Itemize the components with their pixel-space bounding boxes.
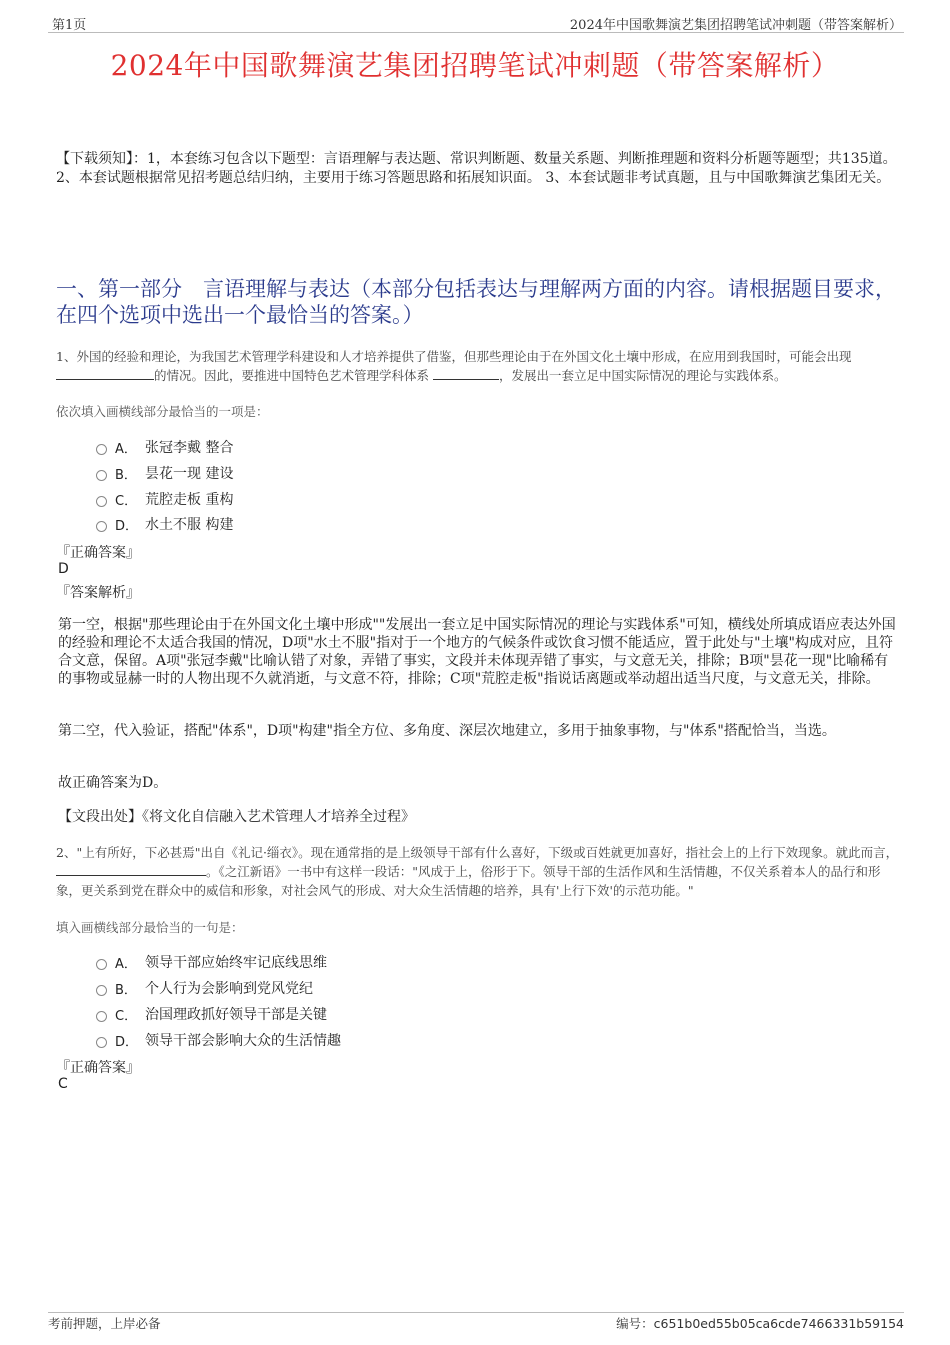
option-text: 个人行为会影响到党风党纪 (145, 981, 313, 997)
option-text: 张冠李戴 整合 (145, 440, 234, 456)
question-1-analysis-1: 第一空，根据"那些理论由于在外国文化土壤中形成""发展出一套立足中国实际情况的理论与实践体系"可知，横线处所填成语应表达外国的经验和理论不太适合我国的情况，D项"水土不服"指对于一个地方的气候条件或饮食习惯不能适应，置于此处与"土壤"构成对应，且符合文意，保留。A项"张冠李戴"比喻认错了对象，弄错了事实，文段并未体现弄错了事实，与文意无关，排除；B项"昙花一现"比喻稀有的事物或显赫一时的人物出现不久就消逝，与文意不符，排除；C项"荒腔走板"指说话离题或举动超出适当尺度，与文意无关，排除。 (58, 617, 896, 687)
radio-icon[interactable] (96, 1011, 107, 1022)
footer-serial (616, 1314, 904, 1332)
question-1-answer-label: 『正确答案』 (56, 545, 140, 561)
question-1-option-d[interactable] (96, 514, 233, 534)
option-letter: C． (115, 1008, 138, 1024)
question-1-option-a[interactable] (96, 437, 233, 457)
radio-icon[interactable] (96, 985, 107, 996)
download-notice: 【下载须知】：1，本套练习包含以下题型：言语理解与表达题、常识判断题、数量关系题、判断推理题和资料分析题等题型；共135道。 2、本套试题根据常见招考题总结归纳，主要用于练习答题思路和拓展知识面。 3、本套试题非考试真题，且与中国歌舞演艺集团无关。 (56, 151, 897, 186)
question-1-analysis-2: 第二空，代入验证，搭配"体系"，D项"构建"指全方位、多角度、深层次地建立，多用于抽象事物，与"体系"搭配恰当，当选。 (58, 723, 836, 739)
option-letter: A． (115, 956, 137, 972)
question-1-option-c[interactable] (96, 489, 233, 509)
question-1-source: 【文段出处】《将文化自信融入艺术管理人才培养全过程》 (58, 809, 415, 825)
question-1-text-part-b: 的情况。因此，要推进中国特色艺术管理学科体系 (154, 368, 430, 383)
question-2-blank (56, 862, 206, 876)
header-doc-title: 2024年中国歌舞演艺集团招聘笔试冲刺题（带答案解析） (569, 18, 902, 33)
option-letter: C． (115, 493, 138, 509)
radio-icon[interactable] (96, 521, 107, 532)
option-text: 治国理政抓好领导干部是关键 (145, 1007, 327, 1023)
question-1-answer: D (58, 561, 69, 577)
question-2-option-a[interactable] (96, 952, 327, 972)
header-divider (48, 32, 904, 33)
option-letter: B． (115, 982, 137, 998)
option-text: 荒腔走板 重构 (145, 492, 234, 508)
question-1-conclusion: 故正确答案为D。 (58, 775, 168, 791)
option-letter: D． (115, 518, 139, 534)
option-text: 领导干部会影响大众的生活情趣 (145, 1033, 341, 1049)
option-text: 领导干部应始终牢记底线思维 (145, 955, 327, 971)
radio-icon[interactable] (96, 1037, 107, 1048)
radio-icon[interactable] (96, 496, 107, 507)
question-2-answer-label: 『正确答案』 (56, 1060, 140, 1076)
question-2-option-c[interactable] (96, 1004, 327, 1024)
question-1-text-part-c: ，发展出一套立足中国实际情况的理论与实践体系。 (499, 368, 787, 383)
question-2-text (56, 843, 901, 900)
option-letter: A． (115, 441, 137, 457)
radio-icon[interactable] (96, 444, 107, 455)
question-2-answer: C (58, 1076, 68, 1092)
footer-divider (48, 1312, 904, 1313)
question-1-blank-1 (56, 366, 154, 380)
radio-icon[interactable] (96, 470, 107, 481)
option-letter: B． (115, 467, 137, 483)
question-2-option-d[interactable] (96, 1030, 341, 1050)
question-2-text-part-b: 。《之江新语》一书中有这样一段话："风成于上，俗形于下。领导干部的生活作风和生活情趣，不仅关系着本人的品行和形象，更关系到党在群众中的威信和形象，对社会风气的形成、对大众生活情趣的培养，具有'上行下效'的示范功能。" (56, 864, 881, 898)
question-1-blank-2 (433, 366, 499, 380)
question-1-analysis-label: 『答案解析』 (56, 585, 140, 601)
option-text: 昙花一现 建设 (145, 466, 234, 482)
footer-slogan: 考前押题，上岸必备 (48, 1316, 161, 1331)
option-letter: D． (115, 1034, 139, 1050)
radio-icon[interactable] (96, 959, 107, 970)
footer-serial-label: 编号： (616, 1316, 654, 1331)
question-2-ask: 填入画横线部分最恰当的一句是： (56, 920, 244, 935)
footer-serial-code: c651b0ed55b05ca6cde7466331b59154 (653, 1316, 904, 1331)
header-page-number: 第1页 (52, 18, 87, 33)
question-2-option-b[interactable] (96, 978, 313, 998)
question-2-text-part-a: 2、"上有所好，下必甚焉"出自《礼记·缁衣》。现在通常指的是上级领导干部有什么喜好，下级或百姓就更加喜好，指社会上的上行下效现象。就此而言， (56, 845, 899, 860)
option-text: 水土不服 构建 (145, 517, 234, 533)
question-1-option-b[interactable] (96, 463, 233, 483)
question-1-text (56, 347, 901, 385)
page-title: 2024年中国歌舞演艺集团招聘笔试冲刺题（带答案解析） (110, 49, 840, 82)
question-1-ask: 依次填入画横线部分最恰当的一项是： (56, 404, 269, 419)
section-heading: 一、第一部分 言语理解与表达（本部分包括表达与理解两方面的内容。请根据题目要求，在四个选项中选出一个最恰当的答案。） (56, 277, 896, 327)
question-1-text-part-a: 1、外国的经验和理论，为我国艺术管理学科建设和人才培养提供了借鉴，但那些理论由于在外国文化土壤中形成，在应用到我国时，可能会出现 (56, 349, 852, 364)
